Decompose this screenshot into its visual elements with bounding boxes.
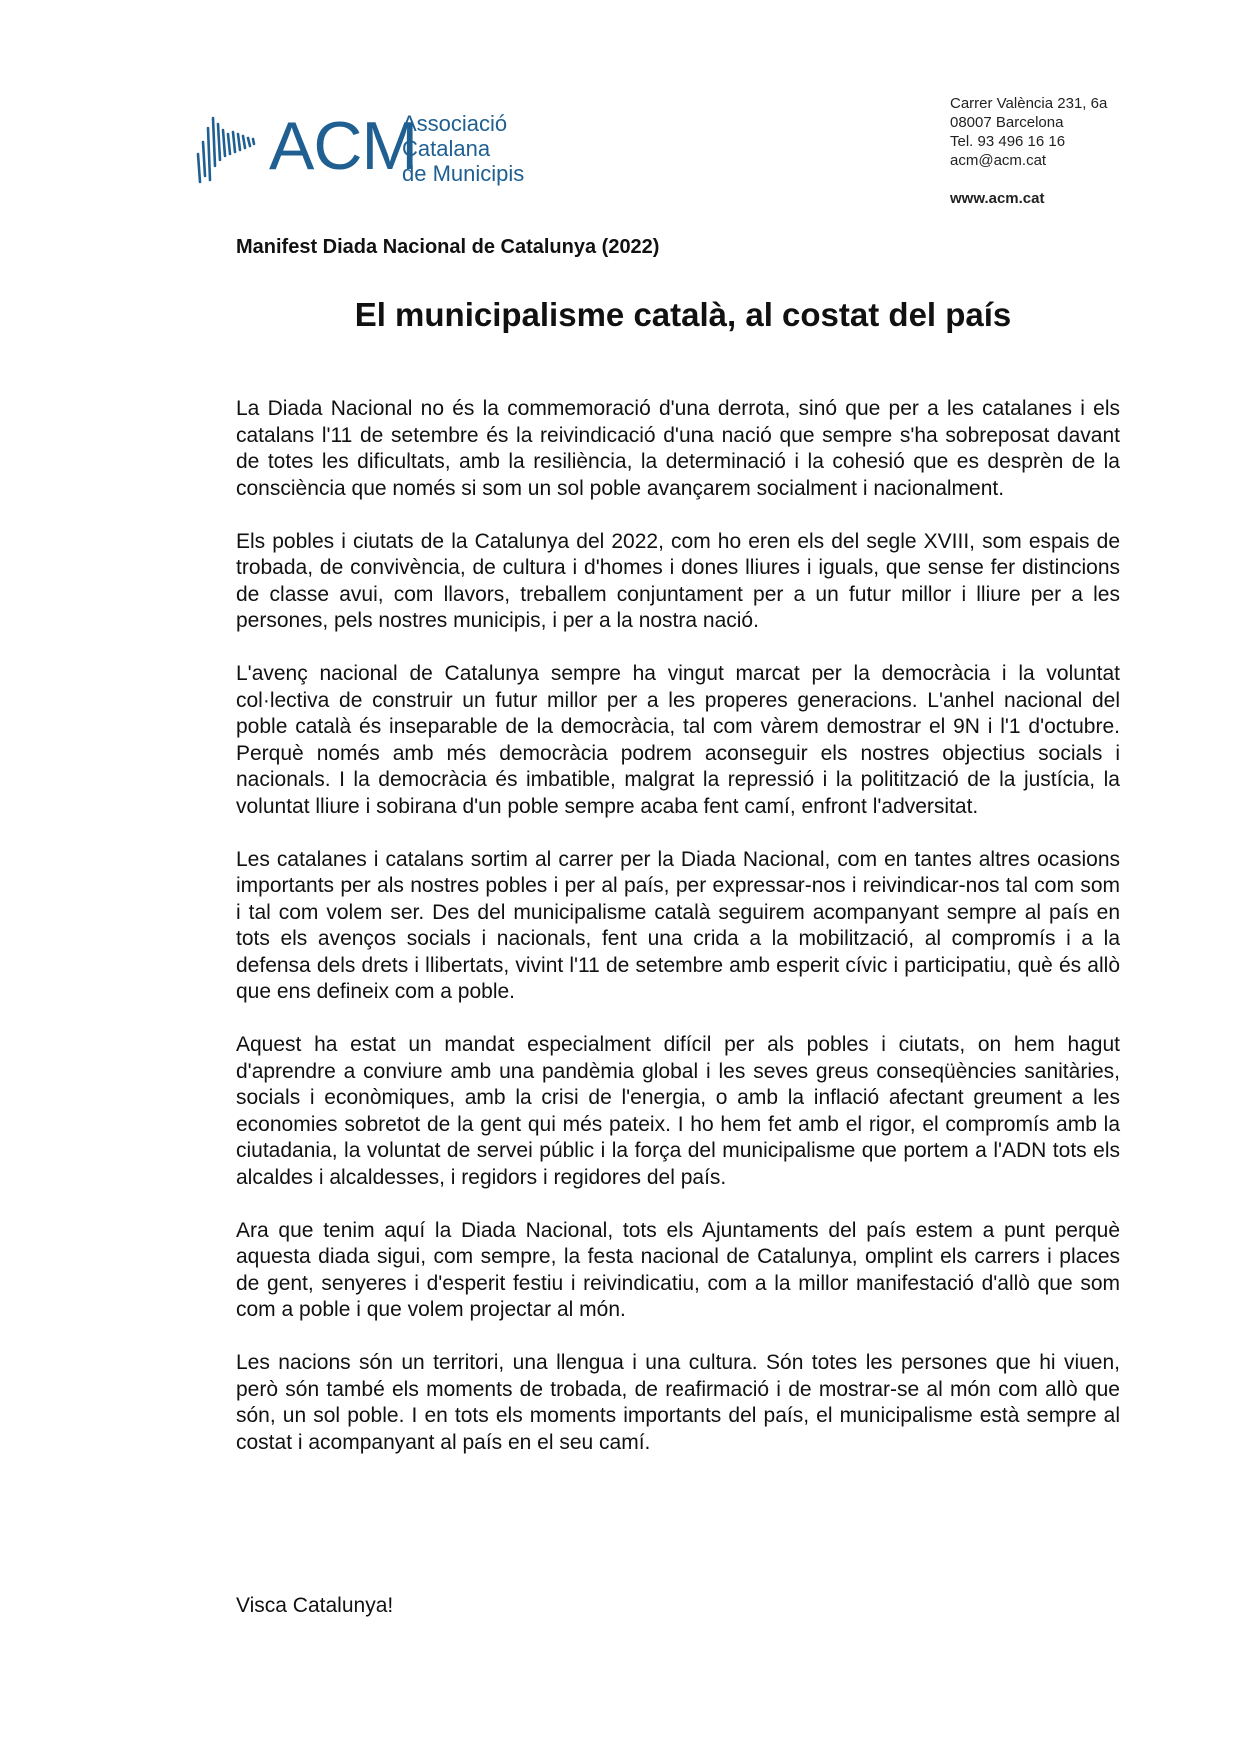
logo-name-line: Catalana — [402, 136, 491, 161]
logo-name-line: Associació — [402, 111, 508, 136]
body-paragraph: Els pobles i ciutats de la Catalunya del 2022, com ho eren els del segle XVIII, som espais de trobada, de convivència, de cultura i d'homes i dones lliures i iguals, que sense fer distincions de classe avui, com llavors, treballem conjuntament per a un futur millor i lliure per a les persones, pels nostres municipis, i per a la nostra nació. — [236, 529, 1120, 632]
stripes-logo-icon — [196, 114, 260, 184]
body-paragraph: Les catalanes i catalans sortim al carrer per la Diada Nacional, com en tantes altres ocasions importants per als nostres pobles i per al país, per expressar-nos i reivindicar-nos tal com som i tal com volem ser. Des del municipalisme català seguirem acompanyant sempre al país en tots els avenços socials i nacionals, fent una crida a la mobilització, al compromís i a la defensa dels drets i llibertats, vivint l'11 de setembre amb esperit cívic i participatiu, què és allò que ens defineix com a poble. — [236, 847, 1120, 1003]
body-paragraph: Aquest ha estat un mandat especialment difícil per als pobles i ciutats, on hem hagut d'aprendre a conviure amb una pandèmia global i les seves greus conseqüències sanitàries, socials i econòmiques, amb la crisi de l'energia, o amb la inflació afectant greument a les economies sobretot de la gent qui més pateix. I ho hem fet amb el rigor, el compromís amb la ciutadania, la voluntat de servei públic i la força del municipalisme que portem a l'ADN tots els alcaldes i alcaldesses, i regidors i regidores del país. — [236, 1033, 1120, 1189]
closing-line: Visca Catalunya! — [236, 1594, 394, 1617]
logo-name-line: de Municipis — [402, 161, 525, 186]
address-city: 08007 Barcelona — [950, 114, 1064, 131]
document-body — [236, 396, 1120, 1483]
address-street: Carrer València 231, 6a — [950, 95, 1108, 112]
body-paragraph: La Diada Nacional no és la commemoració d'una derrota, sinó que per a les catalanes i els catalans l'11 de setembre és la reivindicació d'una nació que sempre s'ha sobreposat davant de totes les dificultats, amb la resiliència, la determinació i la cohesió que es desprèn de la consciència que només si som un sol poble avançarem socialment i nacionalment. — [236, 397, 1120, 500]
body-paragraph: Les nacions són un territori, una llengua i una cultura. Són totes les persones que hi viuen, però són també els moments de trobada, de reafirmació i de mostrar-se al món com allò que són, un sol poble. I en tots els moments importants del país, el municipalisme està sempre al costat i acompanyant al país en el seu camí. — [236, 1351, 1120, 1454]
document-label: Manifest Diada Nacional de Catalunya (2022) — [236, 236, 660, 258]
address-email[interactable]: acm@acm.cat — [950, 152, 1047, 169]
acm-logo — [196, 108, 536, 188]
body-paragraph: Ara que tenim aquí la Diada Nacional, tots els Ajuntaments del país estem a punt perquè aquesta diada sigui, com sempre, la festa nacional de Catalunya, omplint els carrers i places de gent, senyeres i d'esperit festiu i reivindicatiu, com a la millor manifestació d'allò que som com a poble i que volem projectar al món. — [236, 1218, 1120, 1321]
logo-acronym: ACM — [269, 108, 418, 184]
address-website[interactable]: www.acm.cat — [950, 190, 1045, 207]
logo-org-name — [402, 111, 524, 186]
address-phone: Tel. 93 496 16 16 — [950, 133, 1066, 150]
body-paragraph: L'avenç nacional de Catalunya sempre ha vingut marcat per la democràcia i la voluntat col·lectiva de construir un futur millor per a les properes generacions. L'anhel nacional del poble català és inseparable de la democràcia, tal com vàrem demostrar el 9N i l'1 d'octubre. Perquè només amb més democràcia podrem aconseguir els nostres objectius socials i nacionals. I la democràcia és imbatible, malgrat la repressió i la politització de la justícia, la voluntat lliure i sobirana d'un poble sempre acaba fent camí, enfront l'adversitat. — [236, 662, 1120, 818]
contact-address-block — [950, 94, 1107, 208]
document-title: El municipalisme català, al costat del país — [354, 296, 1012, 333]
